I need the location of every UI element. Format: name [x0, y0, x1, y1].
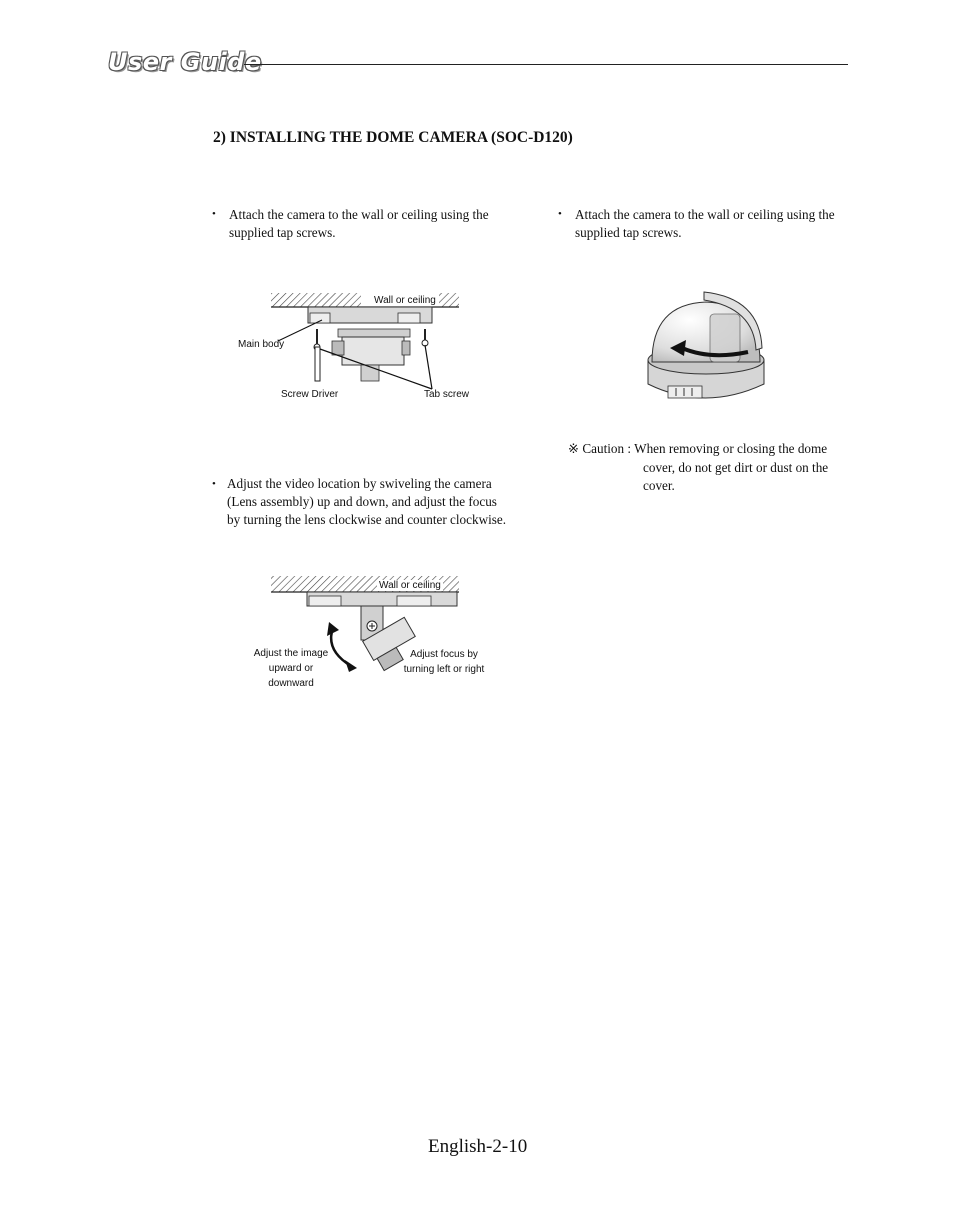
- section-title: 2) INSTALLING THE DOME CAMERA (SOC-D120): [213, 129, 573, 146]
- step-attach-left-text: Attach the camera to the wall or ceiling using the supplied tap screws.: [229, 207, 489, 240]
- step-attach-left: [212, 206, 512, 241]
- label-wall-or-ceiling-2: Wall or ceiling: [379, 580, 441, 591]
- caution-rest: cover, do not get dirt or dust on the cover.: [643, 459, 829, 493]
- label-adjust-image: Adjust the image upward or downward: [253, 648, 329, 689]
- label-adjust-focus: Adjust focus by turning left or right: [403, 649, 485, 675]
- step-attach-right-text: Attach the camera to the wall or ceiling using the supplied tap screws.: [575, 207, 835, 240]
- step-attach-right: [558, 206, 853, 241]
- step-adjust: [212, 475, 512, 529]
- user-guide-logo: User Guide: [108, 48, 262, 76]
- page-number: English-2-10: [428, 1136, 528, 1157]
- label-tab-screw: Tab screw: [424, 389, 470, 400]
- bullet-icon: •: [212, 208, 216, 220]
- label-screw-driver: Screw Driver: [281, 389, 339, 400]
- caution-first-line: ※ Caution : When removing or closing the dome: [568, 441, 828, 456]
- screw-right-icon: [422, 329, 428, 346]
- arrow-up-icon: [327, 622, 339, 636]
- label-main-body: Main body: [238, 339, 285, 350]
- header-rule: [244, 64, 848, 65]
- arrow-down-icon: [345, 660, 357, 672]
- dome-cover-diagram: [640, 288, 780, 413]
- caution-note: [568, 440, 853, 496]
- step-adjust-text: Adjust the video location by swiveling the camera (Lens assembly) up and down, and adjust the focus by turning the lens clockwise and counter clockwise.: [227, 476, 507, 527]
- label-wall-or-ceiling: Wall or ceiling: [374, 295, 436, 306]
- screwdriver-icon: [315, 347, 320, 381]
- bullet-icon: •: [212, 478, 216, 490]
- ceiling-hatch: [271, 293, 361, 307]
- bullet-icon: •: [558, 208, 562, 220]
